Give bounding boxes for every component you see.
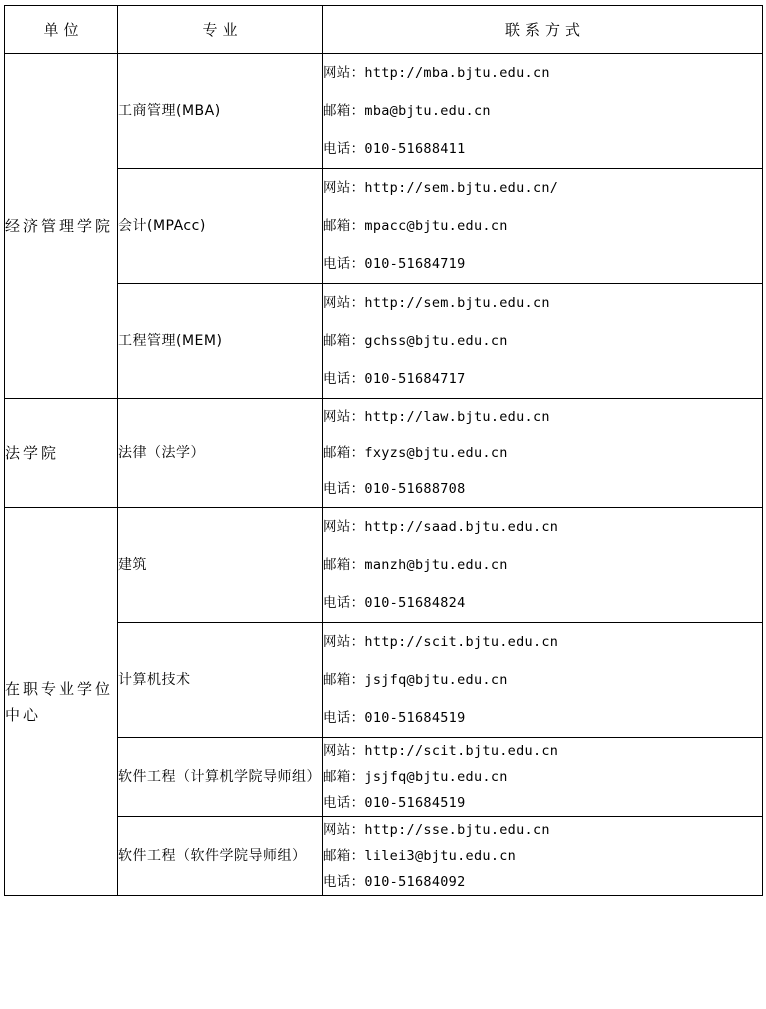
table-row bbox=[5, 623, 763, 738]
contact-email: 邮箱：fxyzs@bjtu.edu.cn bbox=[323, 445, 508, 461]
contact-email: 邮箱：gchss@bjtu.edu.cn bbox=[323, 333, 508, 349]
major-cell-software-engineering-cs: 软件工程（计算机学院导师组） bbox=[118, 738, 323, 817]
contact-website: 网站：http://sse.bjtu.edu.cn bbox=[323, 822, 550, 838]
contact-cell-mpacc bbox=[323, 169, 763, 284]
table-row bbox=[5, 508, 763, 623]
contact-table bbox=[4, 5, 763, 896]
contact-phone: 电话：010-51684519 bbox=[323, 710, 466, 726]
contact-phone: 电话：010-51684824 bbox=[323, 595, 466, 611]
contact-website: 网站：http://saad.bjtu.edu.cn bbox=[323, 519, 559, 535]
unit-cell-law: 法学院 bbox=[5, 399, 118, 508]
major-cell-mba: 工商管理(MBA) bbox=[118, 54, 323, 169]
contact-website: 网站：http://sem.bjtu.edu.cn/ bbox=[323, 180, 559, 196]
major-cell-mpacc: 会计(MPAcc) bbox=[118, 169, 323, 284]
contact-website: 网站：http://scit.bjtu.edu.cn bbox=[323, 634, 559, 650]
unit-cell-sem: 经济管理学院 bbox=[5, 54, 118, 399]
table-header-row bbox=[5, 6, 763, 54]
major-cell-mem: 工程管理(MEM) bbox=[118, 284, 323, 399]
contact-cell-law bbox=[323, 399, 763, 508]
contact-email: 邮箱：mpacc@bjtu.edu.cn bbox=[323, 218, 508, 234]
major-cell-architecture: 建筑 bbox=[118, 508, 323, 623]
contact-email: 邮箱：jsjfq@bjtu.edu.cn bbox=[323, 769, 508, 785]
contact-phone: 电话：010-51684519 bbox=[323, 795, 466, 811]
contact-website: 网站：http://mba.bjtu.edu.cn bbox=[323, 65, 550, 81]
contact-website: 网站：http://scit.bjtu.edu.cn bbox=[323, 743, 559, 759]
contact-website: 网站：http://law.bjtu.edu.cn bbox=[323, 409, 550, 425]
contact-phone: 电话：010-51688411 bbox=[323, 141, 466, 157]
contact-cell-software-engineering-sse bbox=[323, 817, 763, 896]
contact-email: 邮箱：mba@bjtu.edu.cn bbox=[323, 103, 491, 119]
table-row bbox=[5, 399, 763, 508]
major-cell-law: 法律（法学） bbox=[118, 399, 323, 508]
document-page bbox=[0, 5, 766, 1009]
table-row bbox=[5, 169, 763, 284]
table-row bbox=[5, 817, 763, 896]
column-header-contact: 联系方式 bbox=[323, 6, 763, 54]
contact-phone: 电话：010-51688708 bbox=[323, 481, 466, 497]
table-row bbox=[5, 284, 763, 399]
contact-cell-software-engineering-cs bbox=[323, 738, 763, 817]
column-header-major: 专业 bbox=[118, 6, 323, 54]
column-header-unit: 单位 bbox=[5, 6, 118, 54]
major-cell-software-engineering-sse: 软件工程（软件学院导师组） bbox=[118, 817, 323, 896]
unit-cell-center: 在职专业学位中心 bbox=[5, 508, 118, 896]
contact-phone: 电话：010-51684719 bbox=[323, 256, 466, 272]
major-cell-computer-technology: 计算机技术 bbox=[118, 623, 323, 738]
contact-email: 邮箱：lilei3@bjtu.edu.cn bbox=[323, 848, 517, 864]
contact-cell-mem bbox=[323, 284, 763, 399]
contact-website: 网站：http://sem.bjtu.edu.cn bbox=[323, 295, 550, 311]
contact-phone: 电话：010-51684717 bbox=[323, 371, 466, 387]
contact-email: 邮箱：manzh@bjtu.edu.cn bbox=[323, 557, 508, 573]
contact-email: 邮箱：jsjfq@bjtu.edu.cn bbox=[323, 672, 508, 688]
contact-cell-mba bbox=[323, 54, 763, 169]
contact-phone: 电话：010-51684092 bbox=[323, 874, 466, 890]
table-row bbox=[5, 738, 763, 817]
contact-cell-computer-technology bbox=[323, 623, 763, 738]
contact-cell-architecture bbox=[323, 508, 763, 623]
table-row bbox=[5, 54, 763, 169]
